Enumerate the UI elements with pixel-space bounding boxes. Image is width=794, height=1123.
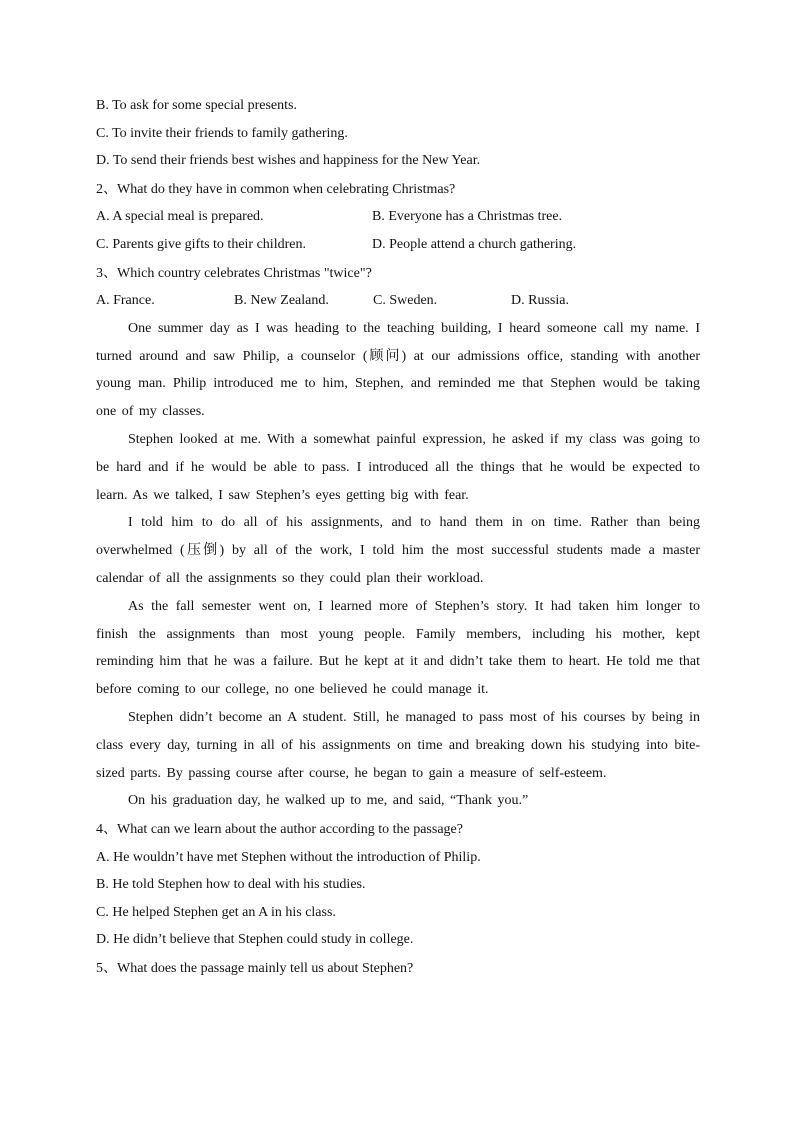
q2-option-d: D. People attend a church gathering. [372, 236, 577, 252]
question-4: 4、What can we learn about the author according to the passage? [96, 822, 463, 838]
passage-paragraph: Stephen looked at me. With a somewhat painful expression, he asked if my class was going to be hard and if he would be able to pass. I introduced all the things that he would be expected to learn. As we talked, I saw Stephen’s eyes getting big with fear. [96, 431, 700, 503]
question-5: 5、What does the passage mainly tell us about Stephen? [96, 961, 414, 977]
question-3: 3、Which country celebrates Christmas "twice"? [96, 265, 372, 281]
q4-option-b: B. He told Stephen how to deal with his studies. [96, 877, 366, 893]
q1-option-b: B. To ask for some special presents. [96, 98, 297, 113]
q3-option-a: A. France. [96, 293, 155, 309]
q3-option-c: C. Sweden. [373, 293, 438, 309]
q2-option-b: B. Everyone has a Christmas tree. [372, 209, 563, 225]
q4-option-d: D. He didn’t believe that Stephen could study in college. [96, 932, 414, 948]
passage-paragraph: One summer day as I was heading to the teaching building, I heard someone call my name. I turned around and saw Philip, a counselor (顾问) at our admissions office, standing with another young man. Philip introduced me to him, Stephen, and reminded me that Stephen would be taking one of my classes. [96, 320, 700, 420]
q1-option-d: D. To send their friends best wishes and happiness for the New Year. [96, 153, 481, 169]
q4-option-a: A. He wouldn’t have met Stephen without the introduction of Philip. [96, 849, 481, 865]
q2-option-c: C. Parents give gifts to their children. [96, 236, 306, 252]
q4-option-c: C. He helped Stephen get an A in his class. [96, 904, 336, 920]
q2-options-row-1 [96, 203, 700, 231]
q2-option-a: A. A special meal is prepared. [96, 209, 264, 225]
passage-paragraph: As the fall semester went on, I learned more of Stephen’s story. It had taken him longer to finish the assignments than most young people. Family members, including his mother, kept reminding him that he was a failure. But he kept at it and didn’t take them to heart. He told me that before coming to our college, no one believed he could manage it. [96, 598, 700, 698]
q2-options-row-2 [96, 231, 700, 259]
q3-options-row [96, 287, 700, 315]
q3-option-d: D. Russia. [511, 293, 569, 309]
passage-paragraph: Stephen didn’t become an A student. Still, he managed to pass most of his courses by being in class every day, turning in all of his assignments on time and breaking down his studying into bite-sized parts. By passing course after course, he began to gain a measure of self-esteem. [96, 709, 700, 781]
passage-paragraph: On his graduation day, he walked up to me, and said, “Thank you.” [128, 793, 529, 809]
q3-option-b: B. New Zealand. [234, 293, 329, 309]
q1-option-c: C. To invite their friends to family gathering. [96, 125, 348, 141]
document-page [96, 92, 700, 983]
passage-paragraph: I told him to do all of his assignments, and to hand them in on time. Rather than being overwhelmed (压倒) by all of the work, I told him the most successful students made a master calendar of all the assignments so they could plan their workload. [96, 515, 700, 586]
question-2: 2、What do they have in common when celebrating Christmas? [96, 181, 456, 197]
